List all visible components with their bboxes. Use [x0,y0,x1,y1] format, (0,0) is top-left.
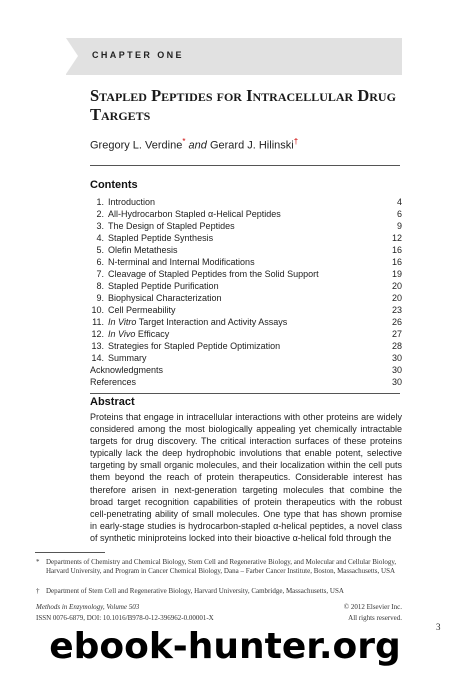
toc-entry[interactable] [90,232,402,244]
divider [90,165,400,166]
toc-page: 28 [391,341,402,351]
toc-title: Cell Permeability [108,305,176,315]
toc-page: 20 [391,293,402,303]
journal-name: Methods in Enzymology, Volume 503 [36,603,140,611]
toc-title: N-terminal and Internal Modifications [108,257,255,267]
toc-title: Biophysical Characterization [108,293,222,303]
toc-number: 7. [96,269,104,279]
toc-number: 1. [96,197,104,207]
footnote-symbol: * [36,558,40,566]
author-first-mark: * [182,137,186,146]
author-second-mark: † [293,137,299,146]
authors [90,137,298,152]
journal-line [36,603,402,611]
toc-entry[interactable] [90,256,402,268]
footnote-symbol: † [36,587,40,595]
footnote-text: Department of Stem Cell and Regenerative Biology, Harvard University, Cambridge, Massachusetts, USA [46,587,344,595]
toc-title: All-Hydrocarbon Stapled α-Helical Peptides [108,209,281,219]
toc-number: 10. [91,305,104,315]
toc-entry[interactable] [90,196,402,208]
toc-page: 16 [391,245,402,255]
toc-page: 19 [391,269,402,279]
toc-entry[interactable] [90,292,402,304]
toc-entry[interactable] [90,268,402,280]
toc-page: 26 [391,317,402,327]
toc-page: 30 [391,353,402,363]
toc-title: Acknowledgments [90,365,164,375]
author-and: and [188,139,207,152]
toc-page: 20 [391,281,402,291]
footnote-text: Departments of Chemistry and Chemical Biology, Stem Cell and Regenerative Biology, and Molecular and Cellular Biology, Harvard University, and Program in Cancer Chemical Biology, Dana – Farber Cancer Institute, Boston, Massachusetts, USA [46,558,397,575]
toc-title: Strategies for Stapled Peptide Optimization [108,341,281,351]
toc-title: The Design of Stapled Peptides [108,221,235,231]
toc-number: 8. [96,281,104,291]
footnote-rule [35,552,105,553]
toc-title: References [90,377,137,387]
toc-number: 6. [96,257,104,267]
footnote-affiliation-2 [36,587,406,596]
page-number: 3 [436,622,441,632]
toc-number: 4. [96,233,104,243]
toc-number: 12. [91,329,104,339]
toc-number: 2. [96,209,104,219]
issn-line [36,614,402,622]
author-first: Gregory L. Verdine [90,139,183,152]
toc-entry[interactable] [90,328,402,340]
toc-page: 23 [391,305,402,315]
chapter-label: CHAPTER ONE [92,50,184,60]
toc-number: 9. [96,293,104,303]
toc-number: 3. [96,221,104,231]
issn-doi: ISSN 0076-6879, DOI: 10.1016/B978-0-12-396962-0.00001-X [36,614,214,622]
toc-entry[interactable] [90,352,402,364]
copyright: © 2012 Elsevier Inc. [343,603,402,611]
toc-title: Summary [108,353,147,363]
toc-title: Stapled Peptide Synthesis [108,233,214,243]
toc-entry[interactable] [90,304,402,316]
toc-number: 14. [91,353,104,363]
toc-entry[interactable] [90,208,402,220]
toc-entry[interactable] [90,244,402,256]
toc-entry[interactable] [90,316,402,328]
abstract-text: Proteins that engage in intracellular interactions with other proteins are widely considered among the most biologically appealing yet chemically intractable targets for drug discovery. The critical interaction surfaces of these proteins typically lack the deep hydrophobic involutions that enable potent, selective targeting by small organic molecules, and their localization within the cell puts them beyond the reach of protein therapeutics. Considerable interest has therefore arisen in next-generation targeting molecules that combine the broad target recognition capabilities of protein therapeutics with the robust cell-penetrating ability of small molecules. One type that has shown promise in early-stage studies is hydrocarbon-stapled α-helical peptides, a novel class of synthetic miniproteins locked into their bioactive α-helical fold through the [90,412,402,543]
toc-number: 13. [91,341,104,351]
watermark[interactable]: ebook-hunter.org [49,626,401,667]
toc-page: 30 [391,365,402,375]
author-second: Gerard J. Hilinski [209,139,294,152]
toc-page: 27 [391,329,402,339]
toc-title: Stapled Peptide Purification [108,281,219,291]
toc-entry[interactable] [90,376,402,388]
toc-number: 5. [96,245,104,255]
toc-entry[interactable] [90,364,402,376]
toc-title: In Vivo Efficacy [108,329,170,339]
toc-entry[interactable] [90,220,402,232]
chapter-title: Stapled Peptides for Intracellular Drug Targets [90,86,396,124]
contents-heading: Contents [90,179,138,191]
toc-page: 30 [391,377,402,387]
toc-page: 12 [391,233,402,243]
table-of-contents [90,196,402,388]
toc-number: 11. [92,317,104,327]
divider [90,393,400,394]
toc-entry[interactable] [90,340,402,352]
rights: All rights reserved. [348,614,402,622]
toc-page: 16 [391,257,402,267]
chapter-band-notch [66,38,78,74]
toc-title: In Vitro Target Interaction and Activity Assays [108,317,288,327]
toc-page: 9 [396,221,402,231]
toc-entry[interactable] [90,280,402,292]
toc-page: 6 [396,209,402,219]
toc-title: Introduction [108,197,156,207]
toc-title: Olefin Metathesis [108,245,178,255]
toc-page: 4 [396,197,402,207]
abstract-heading: Abstract [90,396,135,408]
toc-title: Cleavage of Stapled Peptides from the Solid Support [108,269,319,279]
footnote-affiliation-1 [36,558,406,575]
